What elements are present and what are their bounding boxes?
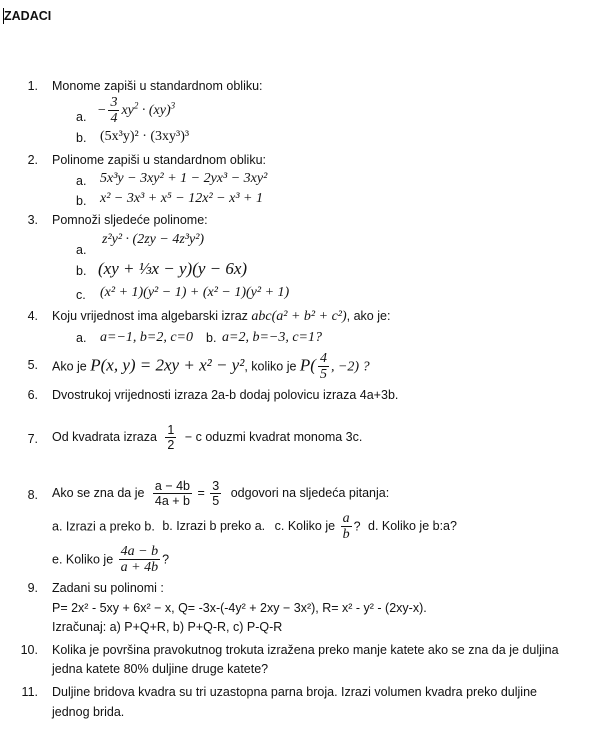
q7-frac-num: 1 xyxy=(167,423,175,437)
q4-text-after: , ako je: xyxy=(346,309,391,323)
question-2-text: Polinome zapiši u standardnom obliku: xyxy=(52,153,267,167)
q8-sub-a: a. Izrazi a preko b. xyxy=(52,519,155,534)
question-7-number: 7. xyxy=(27,432,38,446)
q3-c-expression: (x² + 1)(y² − 1) + (x² − 1)(y² + 1) xyxy=(100,285,290,300)
q8-sub-c: c. Koliko je xyxy=(274,519,336,534)
q3-c-label: c. xyxy=(76,288,86,302)
q9-polynomials: P= 2x² - 5xy + 6x² − x, Q= -3x-(-4y² + 2xy − 3x²), R= x² - y² - (2xy-x). xyxy=(52,601,427,615)
q8-fraction-2 xyxy=(210,480,221,507)
q8-fraction-1 xyxy=(153,480,192,507)
q2-a-label: a. xyxy=(76,174,87,188)
q7-fraction xyxy=(165,424,176,451)
q1-b-label: b. xyxy=(76,131,87,145)
question-1-number: 1. xyxy=(27,79,38,93)
q5-frac-den: 5 xyxy=(319,367,327,382)
q5-text-before: Ako je xyxy=(52,359,87,374)
q8-sub-c-fraction xyxy=(341,512,352,542)
q3-a-expression: z²y² · (2zy − 4z³y²) xyxy=(102,232,205,247)
q5-expr2-start: P( xyxy=(299,355,316,375)
q7-text-after: − c oduzmi kvadrat monoma 3c. xyxy=(184,429,363,444)
question-11-line-2: jednog brida. xyxy=(52,705,125,719)
q8-text-after: odgovori na sljedeća pitanja: xyxy=(230,485,390,500)
question-3-text: Pomnoži sljedeće polinome: xyxy=(52,213,208,227)
q5-text-mid: , koliko je xyxy=(244,359,297,374)
q8-sub-c-end: ? xyxy=(353,519,361,534)
q5-frac-num: 4 xyxy=(319,351,327,366)
question-6-number: 6. xyxy=(27,388,38,402)
q4-b-label: b. xyxy=(206,331,217,345)
question-9-text: Zadani su polinomi : xyxy=(52,581,164,595)
q4-b-values: a=2, b=−3, c=1? xyxy=(222,330,323,345)
question-8-text xyxy=(52,480,389,507)
q8-sub-c-den: b xyxy=(342,527,350,542)
q9-tasks: Izračunaj: a) P+Q+R, b) P+Q-R, c) P-Q-R xyxy=(52,620,283,634)
question-7-text xyxy=(52,424,362,451)
q8-sub-e-fraction xyxy=(119,545,160,575)
q8-frac1-num: a − 4b xyxy=(154,479,191,493)
q4-text-before: Koju vrijednost ima algebarski izraz xyxy=(52,309,248,323)
q8-text-before: Ako se zna da je xyxy=(52,485,145,500)
q8-frac2-num: 3 xyxy=(212,479,220,493)
question-2-number: 2. xyxy=(27,153,38,167)
q3-b-label: b. xyxy=(76,264,87,278)
question-11-line-1: Duljine bridova kvadra su tri uzastopna parna broja. Izrazi volumen kvadra preko duljine xyxy=(52,685,537,699)
q5-fraction xyxy=(318,352,329,382)
document-title: ZADACI xyxy=(4,9,52,23)
q8-sub-e-num: 4a − b xyxy=(120,544,159,559)
question-11-number: 11. xyxy=(21,685,38,699)
question-1-text: Monome zapiši u standardnom obliku: xyxy=(52,79,263,93)
q5-expression: P(x, y) = 2xy + x² − y² xyxy=(90,355,245,375)
question-5-text xyxy=(52,352,370,382)
q8-sub-b: b. Izrazi b preko a. xyxy=(162,519,266,534)
question-4-number: 4. xyxy=(27,309,38,323)
q8-sub-c-num: a xyxy=(342,511,350,526)
question-3-number: 3. xyxy=(27,213,38,227)
question-10-line-1: Kolika je površina pravokutnog trokuta izražena preko manje katete ako se zna da je duljina xyxy=(52,643,559,657)
q8-frac1-den: 4a + b xyxy=(154,493,191,508)
q3-a-label: a. xyxy=(76,243,87,257)
question-4-text xyxy=(52,309,390,325)
question-5-number: 5. xyxy=(27,358,38,372)
q4-expression: abc(a² + b² + c²) xyxy=(251,309,347,324)
question-6-text: Dvostrukoj vrijednosti izraza 2a-b dodaj polovicu izraza 4a+3b. xyxy=(52,388,399,402)
q8-sub-e-den: a + 4b xyxy=(120,560,159,575)
q2-b-expression: x² − 3x³ + x⁵ − 12x² − x³ + 1 xyxy=(100,191,263,206)
question-10-number: 10. xyxy=(20,643,38,657)
q7-frac-den: 2 xyxy=(167,437,175,452)
q8-subquestion-e xyxy=(52,545,169,575)
q8-sub-d: d. Koliko je b:a? xyxy=(368,519,457,534)
q7-text-before: Od kvadrata izraza xyxy=(52,429,157,444)
q5-expr2-end: , −2) ? xyxy=(330,359,370,375)
q8-subquestions-line xyxy=(52,512,457,542)
question-10-line-2: jedna katete 80% duljine druge katete? xyxy=(52,662,269,676)
q8-sub-e: e. Koliko je xyxy=(52,552,114,567)
q3-b-expression: (xy + ⅓x − y)(y − 6x) xyxy=(98,259,248,278)
q4-a-values: a=−1, b=2, c=0 xyxy=(100,330,194,345)
q2-b-label: b. xyxy=(76,194,87,208)
q8-equals: = xyxy=(197,485,205,500)
q1-a-expression: − $\frac{3}{4}$ $xy^2 \cdot (xy)^3$ xyxy=(97,95,176,126)
q8-frac2-den: 5 xyxy=(212,493,220,508)
q4-a-label: a. xyxy=(76,331,87,345)
q1-a-label: a. xyxy=(76,110,87,124)
question-9-number: 9. xyxy=(27,581,38,595)
q1-b-expression: (5x³y)² · (3xy³)³ xyxy=(100,129,190,144)
question-8-number: 8. xyxy=(27,488,38,502)
q2-a-expression: 5x³y − 3xy² + 1 − 2yx³ − 3xy² xyxy=(100,171,268,186)
q8-sub-e-end: ? xyxy=(162,552,170,567)
